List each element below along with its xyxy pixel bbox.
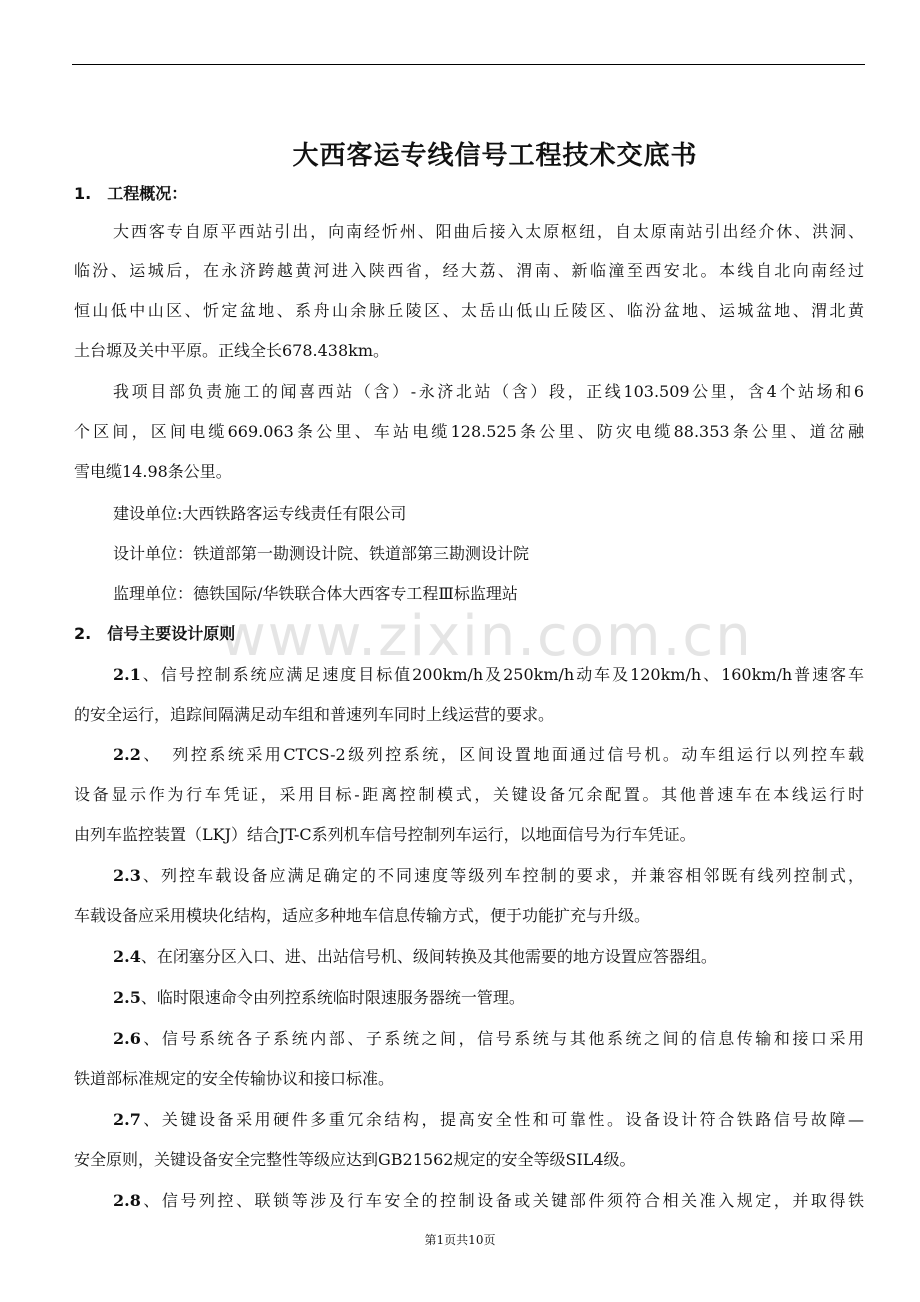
principle-item: 2.2、 列控系统采用CTCS-2级列控系统，区间设置地面通过信号机。动车组运行以列控车载	[113, 745, 864, 764]
watermark: www.zixin.com.cn	[220, 604, 753, 669]
paragraph-line: 土台塬及关中平原。正线全长678.438km。	[74, 341, 390, 360]
item-number: 2.2	[113, 745, 141, 764]
paragraph-line: 恒山低中山区、忻定盆地、系舟山余脉丘陵区、太岳山低山丘陵区、临汾盆地、运城盆地、渭北黄	[74, 301, 864, 320]
principle-item: 2.7、关键设备采用硬件多重冗余结构，提高安全性和可靠性。设备设计符合铁路信号故障—	[113, 1110, 864, 1129]
principle-item: 2.4、在闭塞分区入口、进、出站信号机、级间转换及其他需要的地方设置应答器组。	[113, 947, 717, 966]
paragraph-line: 个区间，区间电缆669.063条公里、车站电缆128.525条公里、防灾电缆88.353条公里、道岔融	[74, 422, 864, 441]
designer-line: 设计单位：铁道部第一勘测设计院、铁道部第三勘测设计院	[113, 544, 530, 563]
item-number: 2.1	[113, 665, 141, 684]
principle-item: 2.1、信号控制系统应满足速度目标值200km/h及250km/h动车及120km/h、160km/h普速客车	[113, 665, 864, 684]
document-title: 大西客运专线信号工程技术交底书	[292, 141, 698, 171]
header-rule	[72, 64, 865, 65]
paragraph-line: 的安全运行，追踪间隔满足动车组和普速列车同时上线运营的要求。	[74, 705, 555, 724]
principle-item: 2.5、临时限速命令由列控系统临时限速服务器统一管理。	[113, 988, 525, 1007]
paragraph-line: 我项目部负责施工的闻喜西站（含）-永济北站（含）段，正线103.509公里，含4个站场和6	[113, 382, 864, 401]
item-number: 2.3	[113, 866, 141, 885]
item-number: 2.7	[113, 1110, 141, 1129]
principle-item: 2.6、信号系统各子系统内部、子系统之间，信号系统与其他系统之间的信息传输和接口采用	[113, 1029, 864, 1048]
section-2-heading: 2. 信号主要设计原则	[74, 624, 236, 643]
builder-line: 建设单位:大西铁路客运专线责任有限公司	[113, 504, 407, 523]
paragraph-line: 铁道部标准规定的安全传输协议和接口标准。	[74, 1069, 395, 1088]
page-footer: 第1页共10页	[424, 1233, 496, 1247]
item-number: 2.6	[113, 1029, 141, 1048]
paragraph-line: 临汾、运城后，在永济跨越黄河进入陕西省，经大荔、渭南、新临潼至西安北。本线自北向南经过	[74, 261, 864, 280]
item-number: 2.4	[113, 947, 141, 966]
paragraph-line: 车载设备应采用模块化结构，适应多种地车信息传输方式，便于功能扩充与升级。	[74, 906, 651, 925]
principle-item: 2.3、列控车载设备应满足确定的不同速度等级列车控制的要求，并兼容相邻既有线列控制式，	[113, 866, 864, 885]
paragraph-line: 由列车监控装置（LKJ）结合JT-C系列机车信号控制列车运行，以地面信号为行车凭证。	[74, 825, 696, 844]
principle-item: 2.8、信号列控、联锁等涉及行车安全的控制设备或关键部件须符合相关准入规定，并取得铁	[113, 1191, 864, 1210]
paragraph-line: 安全原则，关键设备安全完整性等级应达到GB21562规定的安全等级SIL4级。	[74, 1150, 636, 1169]
paragraph-line: 设备显示作为行车凭证，采用目标-距离控制模式，关键设备冗余配置。其他普速车在本线运行时	[74, 785, 864, 804]
supervisor-line: 监理单位：德铁国际/华铁联合体大西客专工程Ⅲ标监理站	[113, 584, 518, 603]
paragraph-line: 大西客专自原平西站引出，向南经忻州、阳曲后接入太原枢纽，自太原南站引出经介休、洪洞、	[113, 222, 864, 241]
paragraph-line: 雪电缆14.98条公里。	[74, 462, 232, 481]
item-number: 2.8	[113, 1191, 141, 1210]
section-1-heading: 1. 工程概况：	[74, 184, 188, 203]
item-number: 2.5	[113, 988, 141, 1007]
